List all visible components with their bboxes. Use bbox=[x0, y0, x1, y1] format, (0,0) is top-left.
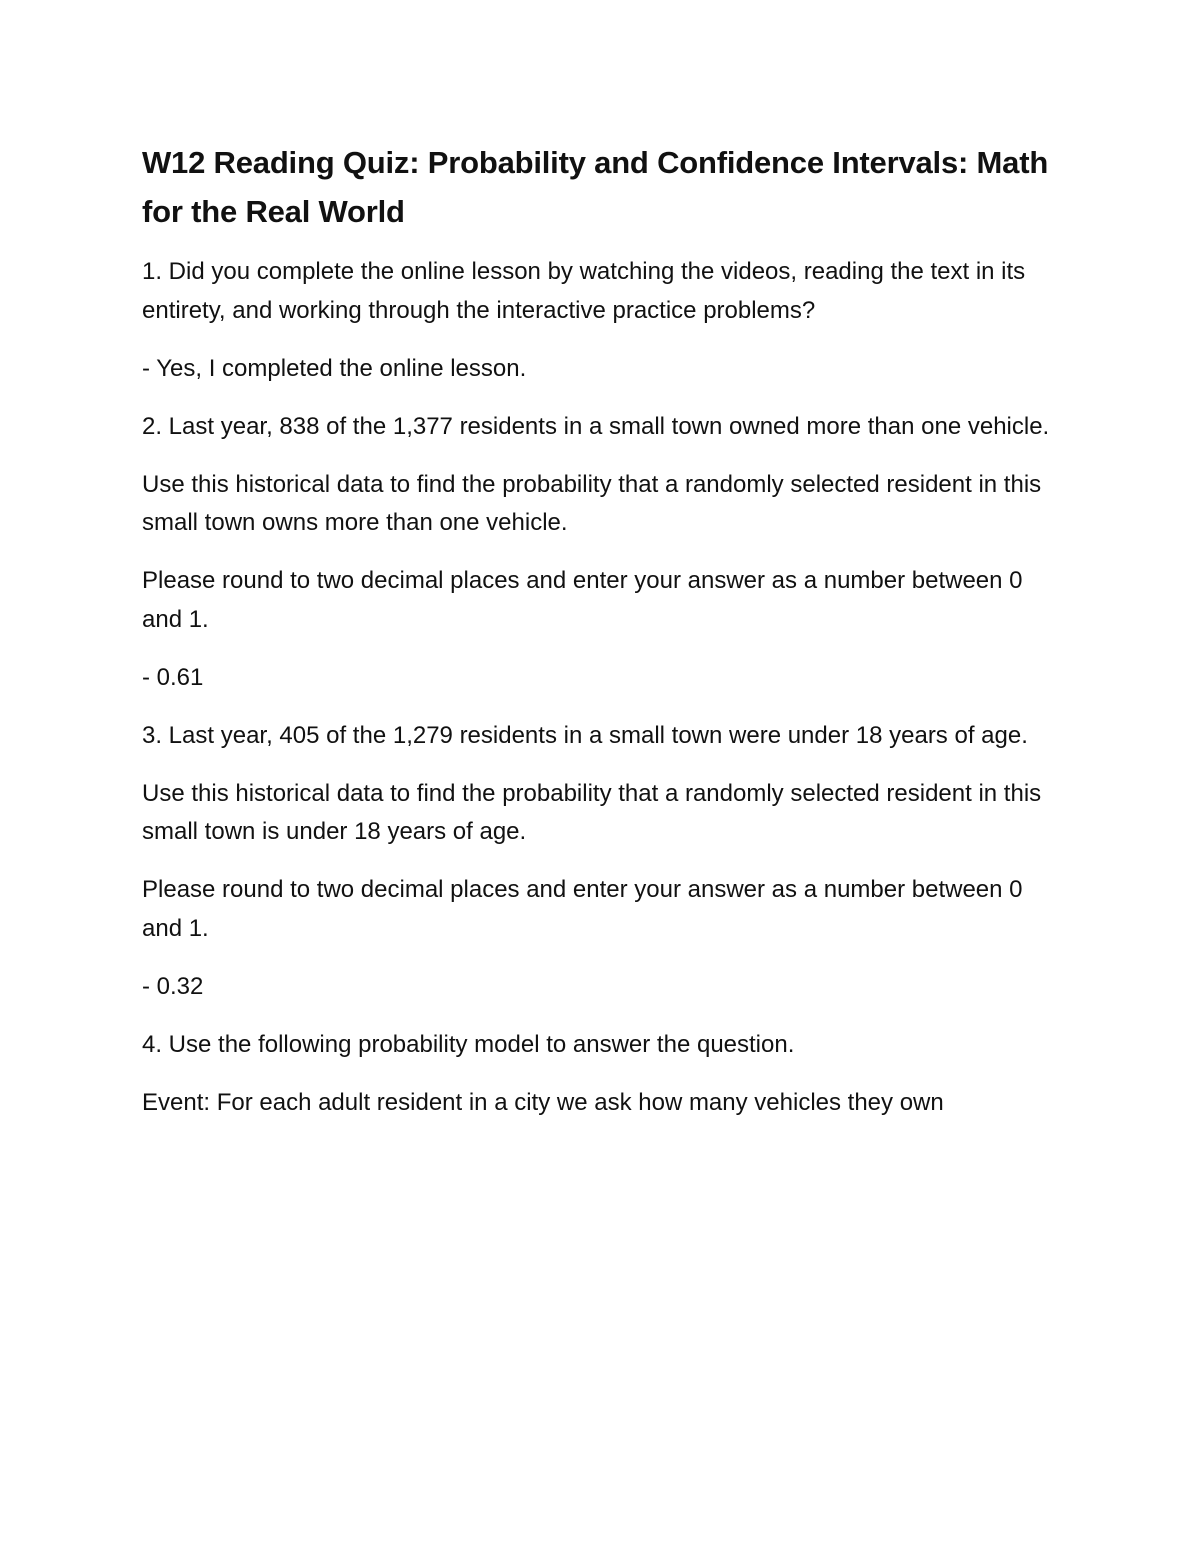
question-4-event: Event: For each adult resident in a city we ask how many vehicles they own bbox=[142, 1088, 944, 1116]
question-4-text: 4. Use the following probability model to answer the question. bbox=[142, 1030, 795, 1058]
question-3-rounding-note: Please round to two decimal places and enter your answer as a number between 0 and 1. bbox=[142, 876, 1023, 942]
question-2-instruction: Use this historical data to find the probability that a randomly selected resident in this small town owns more than one vehicle. bbox=[142, 470, 1042, 536]
answer-1-text: - Yes, I completed the online lesson. bbox=[142, 354, 527, 382]
document-body bbox=[142, 138, 1067, 1142]
question-1-text: 1. Did you complete the online lesson by watching the videos, reading the text in its entirety, and working through the interactive practice problems? bbox=[142, 258, 1026, 324]
answer-3-text: - 0.32 bbox=[142, 972, 204, 1000]
question-3-instruction: Use this historical data to find the probability that a randomly selected resident in this small town is under 18 years of age. bbox=[142, 779, 1042, 845]
question-3-text: 3. Last year, 405 of the 1,279 residents in a small town were under 18 years of age. bbox=[142, 721, 1028, 749]
page-title: W12 Reading Quiz: Probability and Confidence Intervals: Math for the Real World bbox=[142, 145, 1049, 229]
answer-2-text: - 0.61 bbox=[142, 663, 204, 691]
question-2-rounding-note: Please round to two decimal places and enter your answer as a number between 0 and 1. bbox=[142, 567, 1023, 633]
question-2-text: 2. Last year, 838 of the 1,377 residents in a small town owned more than one vehicle. bbox=[142, 412, 1050, 440]
